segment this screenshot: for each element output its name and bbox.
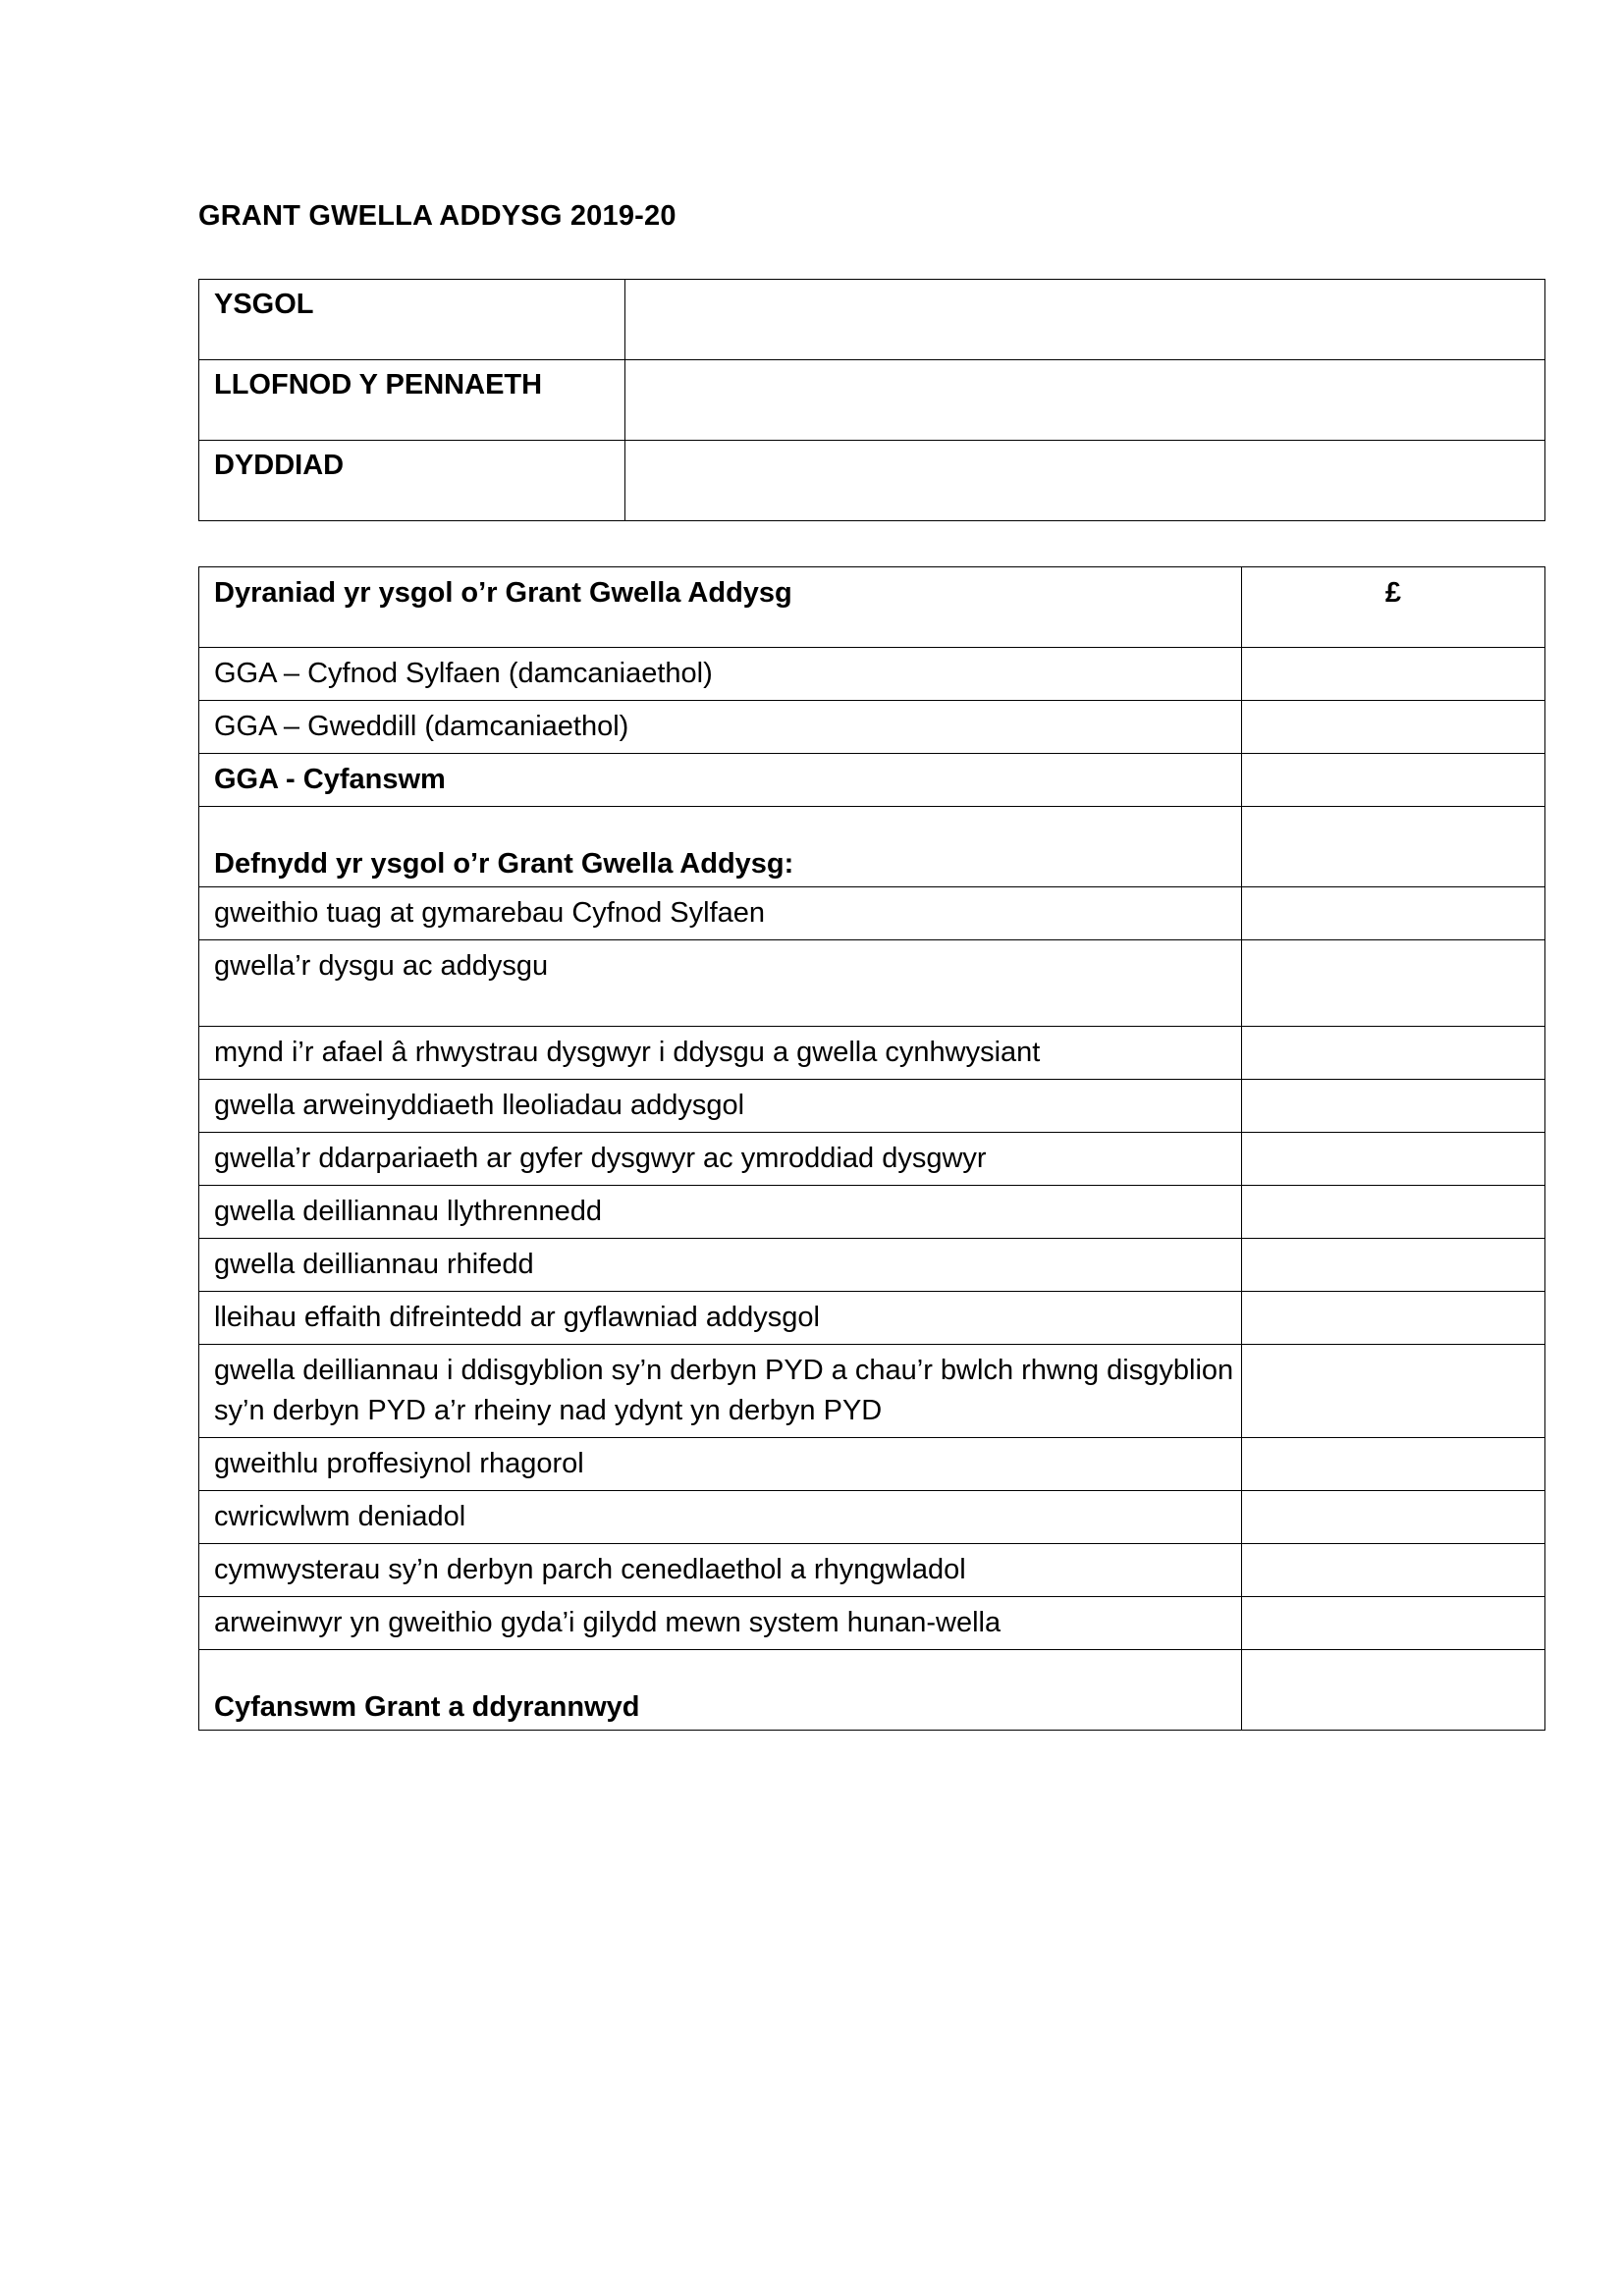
table-row	[199, 887, 1545, 940]
table-row	[199, 807, 1545, 887]
gga-total-label: GGA - Cyfanswm	[199, 754, 1242, 807]
allocated-total-label: Cyfanswm Grant a ddyrannwyd	[199, 1650, 1242, 1731]
use-item: gwella’r ddarpariaeth ar gyfer dysgwyr ac ymroddiad dysgwyr	[199, 1133, 1242, 1186]
foundation-phase-label: GGA – Cyfnod Sylfaen (damcaniaethol)	[199, 648, 1242, 701]
amount-cell[interactable]	[1242, 1292, 1545, 1345]
amount-cell[interactable]	[1242, 1133, 1545, 1186]
table-row	[199, 567, 1545, 648]
table-row	[199, 1597, 1545, 1650]
page-title: GRANT GWELLA ADDYSG 2019-20	[198, 200, 677, 232]
amount-cell[interactable]	[1242, 887, 1545, 940]
amount-cell[interactable]	[1242, 1027, 1545, 1080]
amount-cell[interactable]	[1242, 807, 1545, 887]
table-row	[199, 1292, 1545, 1345]
amount-cell[interactable]	[1242, 1491, 1545, 1544]
amount-cell[interactable]	[1242, 1186, 1545, 1239]
usage-header: Defnydd yr ysgol o’r Grant Gwella Addysg:	[199, 807, 1242, 887]
amount-cell[interactable]	[1242, 1239, 1545, 1292]
amount-cell[interactable]	[1242, 1345, 1545, 1438]
amount-cell[interactable]	[1242, 1597, 1545, 1650]
school-label: YSGOL	[199, 280, 625, 360]
currency-header: £	[1242, 567, 1545, 648]
use-item: mynd i’r afael â rhwystrau dysgwyr i ddysgu a gwella cynhwysiant	[199, 1027, 1242, 1080]
use-item: lleihau effaith difreintedd ar gyflawniad addysgol	[199, 1292, 1242, 1345]
table-row	[199, 1650, 1545, 1731]
remainder-label: GGA – Gweddill (damcaniaethol)	[199, 701, 1242, 754]
amount-cell[interactable]	[1242, 940, 1545, 1027]
use-item: gwella arweinyddiaeth lleoliadau addysgol	[199, 1080, 1242, 1133]
table-row	[199, 1438, 1545, 1491]
use-item: gweithlu proffesiynol rhagorol	[199, 1438, 1242, 1491]
table-row	[199, 648, 1545, 701]
school-info-table	[198, 279, 1545, 521]
table-row	[199, 1186, 1545, 1239]
amount-cell[interactable]	[1242, 1544, 1545, 1597]
table-row	[199, 701, 1545, 754]
head-signature-label: LLOFNOD Y PENNAETH	[199, 360, 625, 441]
table-row	[199, 1544, 1545, 1597]
grant-allocation-table	[198, 566, 1545, 1731]
table-row	[199, 280, 1545, 360]
use-item: gwella deilliannau llythrennedd	[199, 1186, 1242, 1239]
table-row	[199, 1080, 1545, 1133]
table-row	[199, 940, 1545, 1027]
allocation-header: Dyraniad yr ysgol o’r Grant Gwella Addysg	[199, 567, 1242, 648]
table-row	[199, 1345, 1545, 1438]
table-row	[199, 1239, 1545, 1292]
use-item: cwricwlwm deniadol	[199, 1491, 1242, 1544]
amount-cell[interactable]	[1242, 648, 1545, 701]
head-signature-field[interactable]	[625, 360, 1545, 441]
table-row	[199, 754, 1545, 807]
school-field[interactable]	[625, 280, 1545, 360]
amount-cell[interactable]	[1242, 701, 1545, 754]
use-item: gwella deilliannau i ddisgyblion sy’n derbyn PYD a chau’r bwlch rhwng disgyblion sy’n derbyn PYD a’r rheiny nad ydynt yn derbyn PYD	[199, 1345, 1242, 1438]
date-label: DYDDIAD	[199, 441, 625, 521]
table-row	[199, 441, 1545, 521]
use-item: gweithio tuag at gymarebau Cyfnod Sylfaen	[199, 887, 1242, 940]
use-item: gwella’r dysgu ac addysgu	[199, 940, 1242, 1027]
amount-cell[interactable]	[1242, 1650, 1545, 1731]
use-item: gwella deilliannau rhifedd	[199, 1239, 1242, 1292]
table-row	[199, 1133, 1545, 1186]
amount-cell[interactable]	[1242, 1080, 1545, 1133]
table-row	[199, 1027, 1545, 1080]
amount-cell[interactable]	[1242, 1438, 1545, 1491]
table-row	[199, 360, 1545, 441]
amount-cell[interactable]	[1242, 754, 1545, 807]
table-row	[199, 1491, 1545, 1544]
use-item: arweinwyr yn gweithio gyda’i gilydd mewn system hunan-wella	[199, 1597, 1242, 1650]
use-item: cymwysterau sy’n derbyn parch cenedlaethol a rhyngwladol	[199, 1544, 1242, 1597]
date-field[interactable]	[625, 441, 1545, 521]
